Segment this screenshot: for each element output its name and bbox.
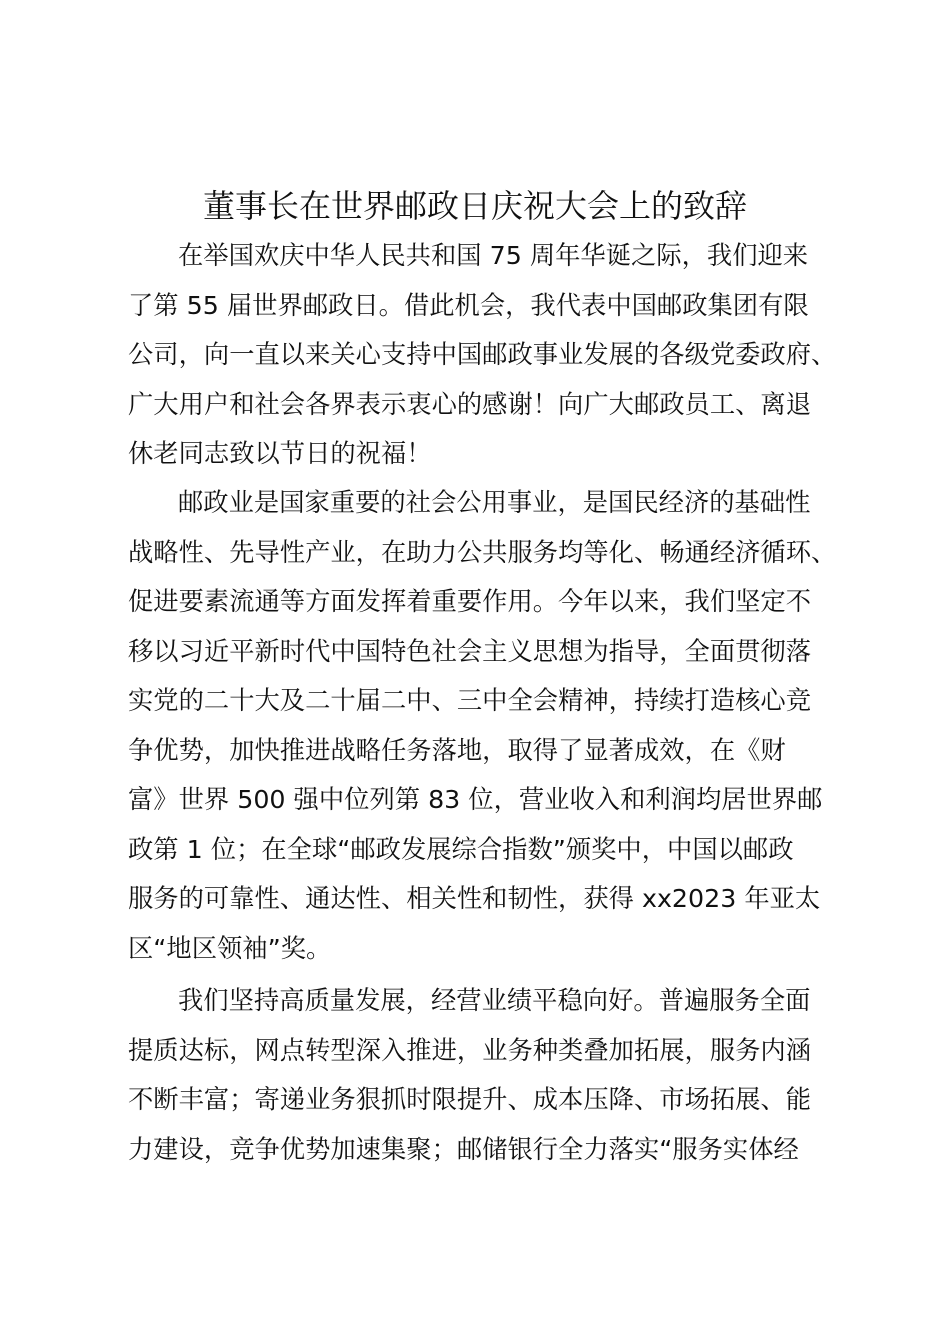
paragraph-2 xyxy=(128,478,837,973)
paragraph-1-line-5: 休老同志致以节日的祝福！ xyxy=(128,439,432,468)
paragraph-1-line-3: 公司，向一直以来关心支持中国邮政事业发展的各级党委政府、 xyxy=(128,340,837,369)
paragraph-2-line-1: 邮政业是国家重要的社会公用事业，是国民经济的基础性 xyxy=(178,488,811,517)
paragraph-1-line-4: 广大用户和社会各界表示衷心的感谢！向广大邮政员工、离退 xyxy=(128,389,812,419)
paragraph-1-line-1: 在举国欢庆中华人民共和国 75 周年华诞之际，我们迎来 xyxy=(178,241,809,270)
paragraph-1 xyxy=(128,231,837,479)
paragraph-3-line-2: 提质达标，网点转型深入推进，业务种类叠加拓展，服务内涵 xyxy=(128,1035,812,1065)
paragraph-3-line-1: 我们坚持高质量发展，经营业绩平稳向好。普遍服务全面 xyxy=(178,986,811,1015)
paragraph-2-line-10: 区“地区领袖”奖。 xyxy=(128,933,332,963)
paragraph-2-line-4: 移以习近平新时代中国特色社会主义思想为指导，全面贯彻落 xyxy=(128,636,812,666)
paragraph-2-line-5: 实党的二十大及二十届二中、三中全会精神，持续打造核心竞 xyxy=(128,686,812,715)
paragraph-2-line-6: 争优势，加快推进战略任务落地，取得了显著成效，在《财 xyxy=(128,735,786,765)
paragraph-2-line-3: 促进要素流通等方面发挥着重要作用。今年以来，我们坚定不 xyxy=(128,587,812,616)
paragraph-2-line-7: 富》世界 500 强中位列第 83 位，营业收入和利润均居世界邮 xyxy=(128,785,823,814)
document-title: 董事长在世界邮政日庆祝大会上的致辞 xyxy=(202,187,747,225)
paragraph-2-line-2: 战略性、先导性产业，在助力公共服务均等化、畅通经济循环、 xyxy=(128,537,837,567)
paragraph-3-line-3: 不断丰富；寄递业务狠抓时限提升、成本压降、市场拓展、能 xyxy=(128,1085,812,1114)
paragraph-3-line-4: 力建设，竞争优势加速集聚；邮储银行全力落实“服务实体经 xyxy=(128,1134,799,1164)
paragraph-1-line-2: 了第 55 届世界邮政日。借此机会，我代表中国邮政集团有限 xyxy=(128,290,809,320)
paragraph-3 xyxy=(128,976,833,1174)
paragraph-2-line-8: 政第 1 位；在全球“邮政发展综合指数”颁奖中，中国以邮政 xyxy=(128,834,794,864)
paragraph-2-line-9: 服务的可靠性、通达性、相关性和韧性，获得 xx2023 年亚太 xyxy=(128,884,821,913)
